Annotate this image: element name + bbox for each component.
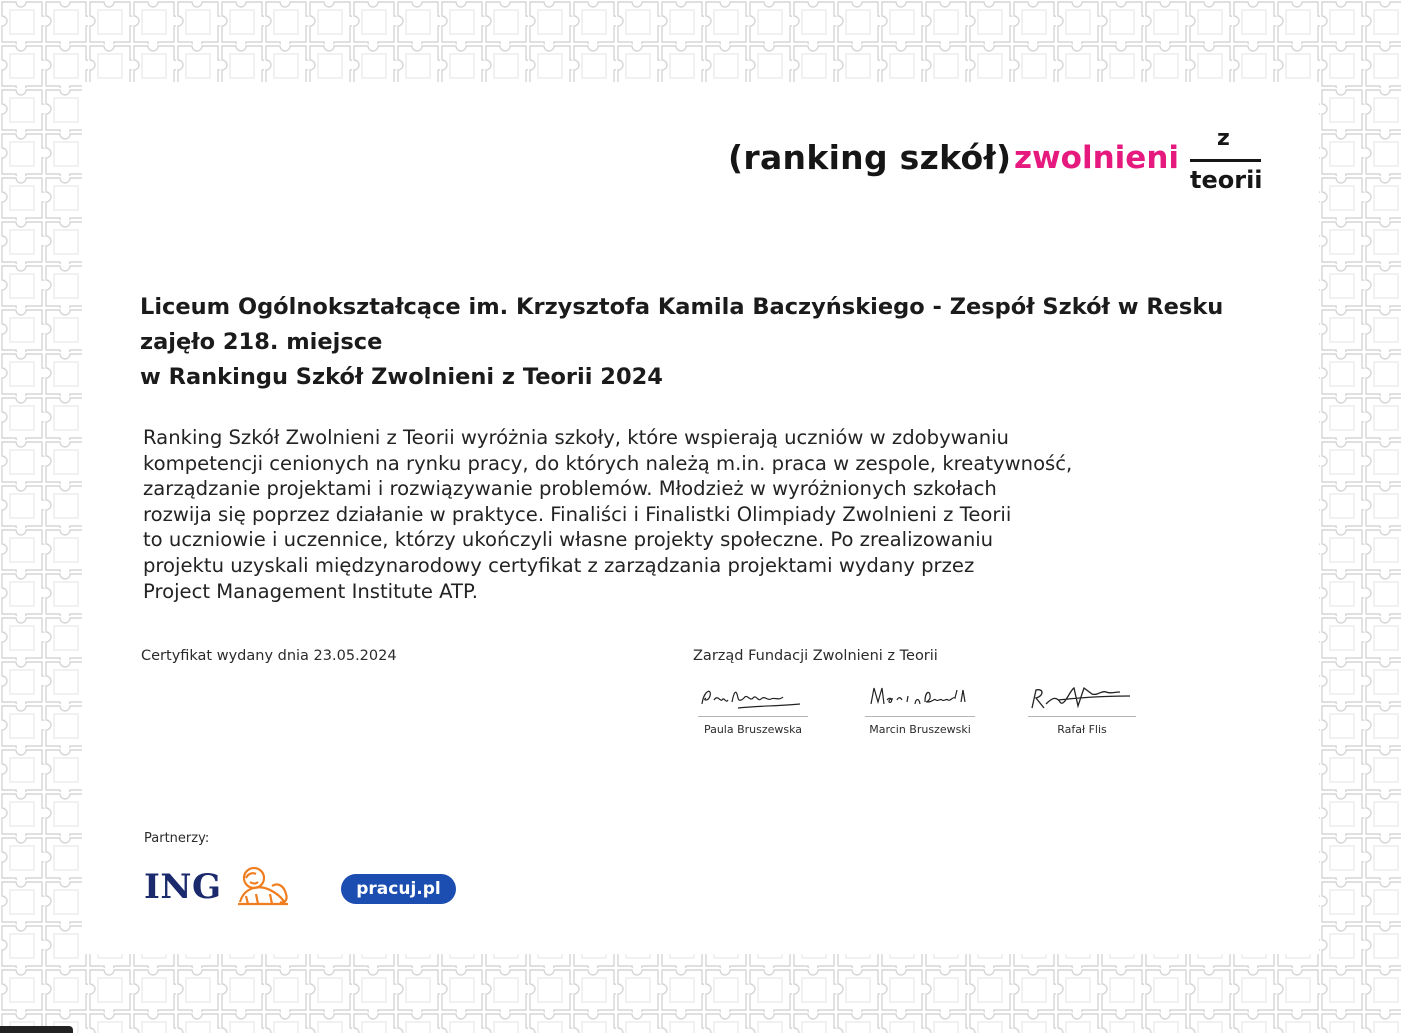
paragraph-line: zarządzanie projektami i rozwiązywanie problemów. Młodzież w wyróżnionych szkołach <box>143 477 997 501</box>
handwritten-signature <box>1028 680 1136 714</box>
paragraph-line: projektu uzyskali międzynarodowy certyfikat z zarządzania projektami wydany przez <box>143 553 975 577</box>
ing-lion-icon <box>232 864 292 908</box>
logo-ranking-text: (ranking szkół) <box>728 138 1012 177</box>
handwritten-signature <box>698 680 808 714</box>
logo-fraction-bar <box>1190 159 1261 162</box>
corner-tab <box>0 1026 73 1033</box>
signatory-name: Paula Bruszewska <box>703 723 803 736</box>
signature-line <box>865 716 975 717</box>
certificate-headline <box>140 290 1280 395</box>
ing-logo <box>144 864 294 909</box>
signatory-name: Marcin Bruszewski <box>869 723 971 736</box>
logo-zwolnieni-text: zwolnieni <box>1014 140 1180 176</box>
ing-wordmark: ING <box>144 867 222 907</box>
signatory-name: Rafał Flis <box>1057 723 1107 736</box>
signature-block <box>1028 680 1136 736</box>
partners-label: Partnerzy: <box>144 831 210 846</box>
issue-date: Certyfikat wydany dnia 23.05.2024 <box>141 648 397 664</box>
paragraph-line: rozwija się poprzez działanie w praktyce. Finaliści i Finalistki Olimpiady Zwolnieni z Teorii <box>143 502 1012 526</box>
board-label: Zarząd Fundacji Zwolnieni z Teorii <box>693 648 938 664</box>
handwritten-signature <box>865 680 975 714</box>
paragraph-line: kompetencji cenionych na rynku pracy, do których należą m.in. praca w zespole, kreatywność, <box>143 451 1073 475</box>
description-paragraph <box>143 425 1243 604</box>
signature-block <box>865 680 975 736</box>
school-name: Liceum Ogólnokształcące im. Krzysztofa Kamila Baczyńskiego - Zespół Szkół w Resku <box>140 294 1224 320</box>
ranking-position: zajęło 218. miejsce <box>140 329 383 355</box>
paragraph-line: Ranking Szkół Zwolnieni z Teorii wyróżnia szkoły, które wspierają uczniów w zdobywaniu <box>143 426 1009 449</box>
ranking-logo <box>728 128 1268 198</box>
signature-line <box>1028 716 1136 717</box>
signature-block <box>698 680 808 736</box>
signature-line <box>698 716 808 717</box>
logo-z-text: z <box>1217 126 1230 151</box>
ranking-title: w Rankingu Szkół Zwolnieni z Teorii 2024 <box>140 364 663 390</box>
pracuj-logo: pracuj.pl <box>341 874 456 904</box>
logo-teorii-text: teorii <box>1190 166 1263 194</box>
paragraph-line: Project Management Institute ATP. <box>143 579 479 603</box>
paragraph-line: to uczniowie i uczennice, którzy ukończyli własne projekty społeczne. Po zrealizowaniu <box>143 528 994 552</box>
